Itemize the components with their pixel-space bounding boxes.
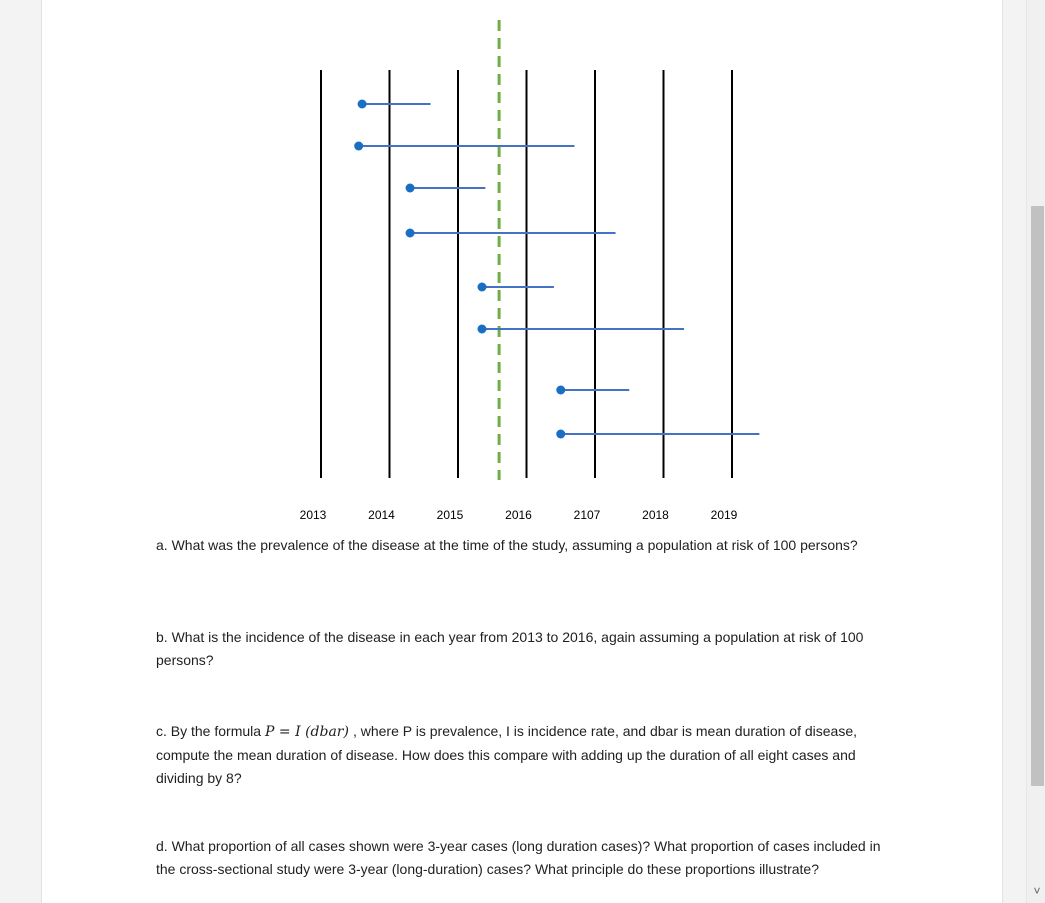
question-c-rest: , where P is prevalence, I is incidence rate, and dbar is mean duration of disease, compute the mean duration of disease. How does this compare with adding up the duration of all eight cases and dividing by 8? [156, 723, 857, 786]
case-onset-dot-6 [477, 325, 486, 334]
question-c [156, 720, 896, 790]
case-onset-dot-3 [406, 184, 415, 193]
case-onset-dot-5 [477, 283, 486, 292]
question-c-intro: c. By the formula [156, 723, 262, 739]
year-label-2013: 2013 [299, 508, 327, 522]
question-a: a. What was the prevalence of the disease at the time of the study, assuming a population at risk of 100 persons? [156, 537, 858, 553]
question-b: b. What is the incidence of the disease in each year from 2013 to 2016, again assuming a population at risk of 100 persons? [156, 629, 864, 668]
year-label-2018: 2018 [642, 508, 669, 522]
vertical-scrollbar[interactable] [1026, 0, 1045, 903]
prevalence-formula: P = I (dbar) [265, 724, 349, 740]
scroll-down-arrow-icon[interactable]: ˅ [1033, 884, 1041, 898]
case-timeline-figure [42, 0, 1002, 530]
year-label-2019: 2019 [710, 508, 738, 522]
question-d: d. What proportion of all cases shown were 3-year cases (long duration cases)? What proportion of cases included in the cross-sectional study were 3-year (long-duration) cases? What principle do these proportions illustrate? [156, 838, 881, 877]
case-onset-dot-2 [354, 142, 363, 151]
document-page [41, 0, 1003, 903]
scrollbar-thumb[interactable] [1031, 206, 1044, 786]
year-label-2107: 2107 [573, 508, 601, 522]
case-onset-dot-8 [556, 430, 565, 439]
year-label-2014: 2014 [368, 508, 395, 522]
year-label-2015: 2015 [436, 508, 464, 522]
case-onset-dot-4 [406, 229, 415, 238]
case-onset-dot-1 [358, 100, 367, 109]
year-label-2016: 2016 [505, 508, 532, 522]
case-onset-dot-7 [556, 386, 565, 395]
